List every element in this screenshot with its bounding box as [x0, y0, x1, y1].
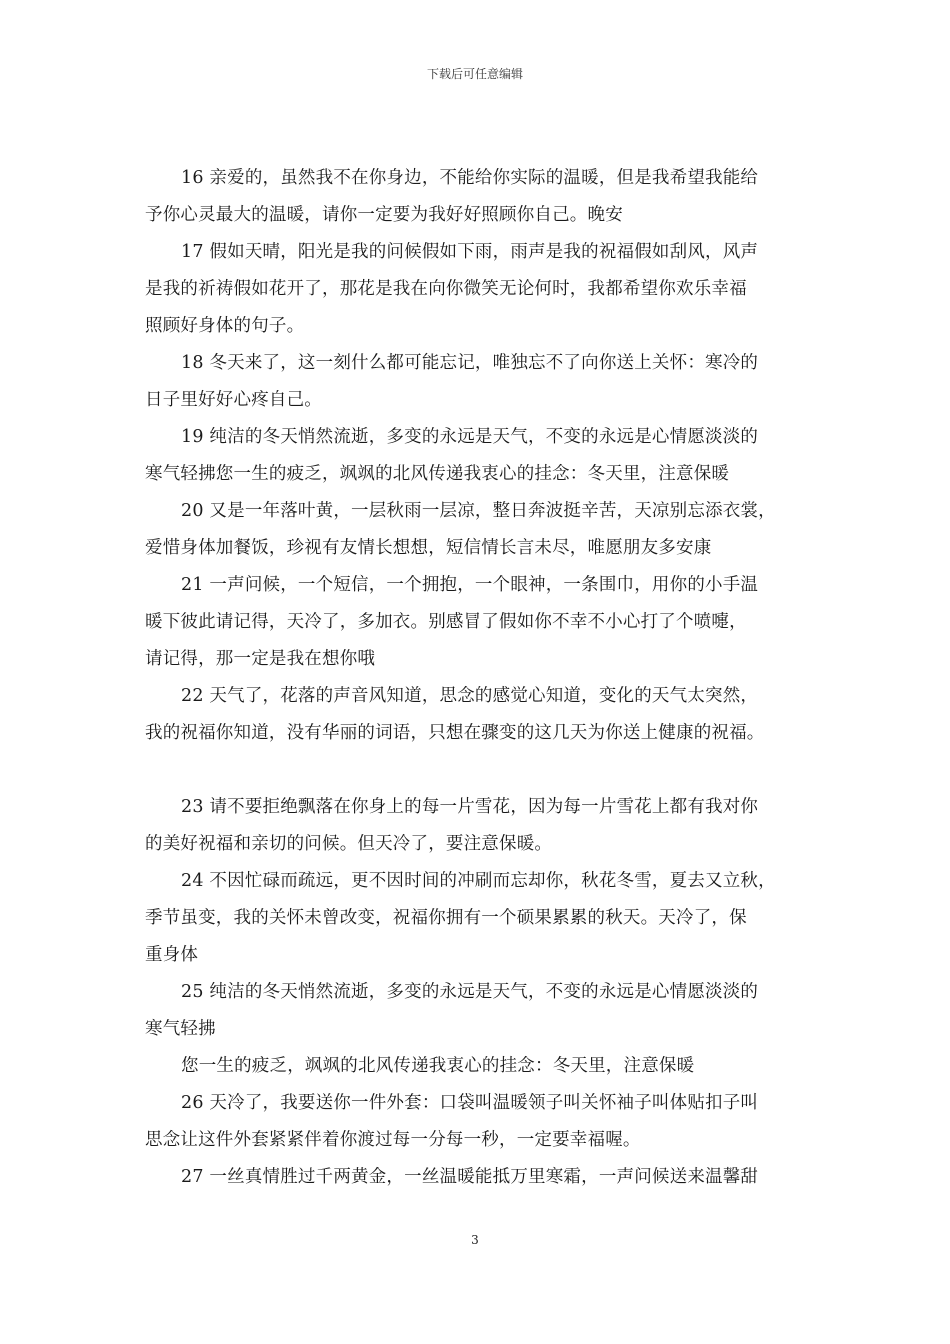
- paragraph-line: 我的祝福你知道，没有华丽的词语，只想在骤变的这几天为你送上健康的祝福。: [145, 723, 765, 743]
- paragraph-line: 季节虽变，我的关怀未曾改变，祝福你拥有一个硕果累累的秋天。天冷了，保: [145, 908, 747, 928]
- paragraph: [145, 345, 810, 419]
- paragraph-line: 重身体: [145, 945, 199, 965]
- paragraph: [145, 863, 810, 974]
- paragraph: [145, 567, 810, 678]
- paragraph-line: 爱惜身体加餐饭，珍视有友情长想想，短信情长言未尽，唯愿朋友多安康: [145, 538, 712, 558]
- paragraph-line: 寒气轻拂: [145, 1019, 216, 1039]
- paragraph: [145, 234, 810, 345]
- page-header: 下载后可任意编辑: [426, 67, 523, 81]
- paragraph-first-line: 17 假如天晴，阳光是我的问候假如下雨，雨声是我的祝福假如刮风，风声: [181, 242, 759, 262]
- paragraph-first-line: 19 纯洁的冬天悄然流逝，多变的永远是天气，不变的永远是心情愿淡淡的: [181, 427, 759, 447]
- paragraph: [145, 678, 810, 752]
- paragraph-line: 日子里好好心疼自己。: [145, 390, 322, 410]
- paragraph-first-line: 22 天气了，花落的声音风知道，思念的感觉心知道，变化的天气太突然，: [181, 686, 759, 706]
- paragraph-line: 的美好祝福和亲切的问候。但天冷了，要注意保暖。: [145, 834, 553, 854]
- paragraph-line: 是我的祈祷假如花开了，那花是我在向你微笑无论何时，我都希望你欢乐幸福: [145, 279, 747, 299]
- paragraph: [145, 1048, 810, 1085]
- document-body: [145, 160, 810, 1196]
- paragraph: [145, 1159, 810, 1196]
- paragraph: [145, 974, 810, 1048]
- paragraph-list: [145, 160, 810, 1196]
- paragraph-first-line: 24 不因忙碌而疏远，更不因时间的冲刷而忘却你，秋花冬雪，夏去又立秋，: [181, 871, 776, 891]
- paragraph-first-line: 21 一声问候，一个短信，一个拥抱，一个眼神，一条围巾，用你的小手温: [181, 575, 759, 595]
- paragraph-line: 寒气轻拂您一生的疲乏，飒飒的北风传递我衷心的挂念：冬天里，注意保暖: [145, 464, 730, 484]
- paragraph-line: 暖下彼此请记得，天冷了，多加衣。别感冒了假如你不幸不小心打了个喷嚏，: [145, 612, 747, 632]
- paragraph-first-line: 26 天冷了，我要送你一件外套：口袋叫温暖领子叫关怀袖子叫体贴扣子叫: [181, 1093, 759, 1113]
- paragraph-line: 予你心灵最大的温暖，请你一定要为我好好照顾你自己。晚安: [145, 205, 623, 225]
- paragraph: [145, 493, 810, 567]
- paragraph-first-line: 20 又是一年落叶黄，一层秋雨一层凉，整日奔波挺辛苦，天凉别忘添衣裳，: [181, 501, 776, 521]
- paragraph-line: 请记得，那一定是我在想你哦: [145, 649, 376, 669]
- paragraph: [145, 789, 810, 863]
- paragraph: [145, 160, 810, 234]
- paragraph-line: 照顾好身体的句子。: [145, 316, 305, 336]
- paragraph-first-line: 25 纯洁的冬天悄然流逝，多变的永远是天气，不变的永远是心情愿淡淡的: [181, 982, 759, 1002]
- paragraph-first-line: 16 亲爱的，虽然我不在你身边，不能给你实际的温暖，但是我希望我能给: [181, 168, 759, 188]
- paragraph-first-line: 27 一丝真情胜过千两黄金，一丝温暖能抵万里寒霜，一声问候送来温馨甜: [181, 1167, 759, 1187]
- paragraph-first-line: 18 冬天来了，这一刻什么都可能忘记，唯独忘不了向你送上关怀：寒冷的: [181, 353, 759, 373]
- paragraph-first-line: 23 请不要拒绝飘落在你身上的每一片雪花，因为每一片雪花上都有我对你: [181, 797, 759, 817]
- paragraph: [145, 419, 810, 493]
- page-number: 3: [471, 1233, 479, 1247]
- paragraph-line: 思念让这件外套紧紧伴着你渡过每一分每一秒，一定要幸福喔。: [145, 1130, 641, 1150]
- paragraph-first-line: 您一生的疲乏，飒飒的北风传递我衷心的挂念：冬天里，注意保暖: [181, 1056, 695, 1076]
- paragraph: [145, 1085, 810, 1159]
